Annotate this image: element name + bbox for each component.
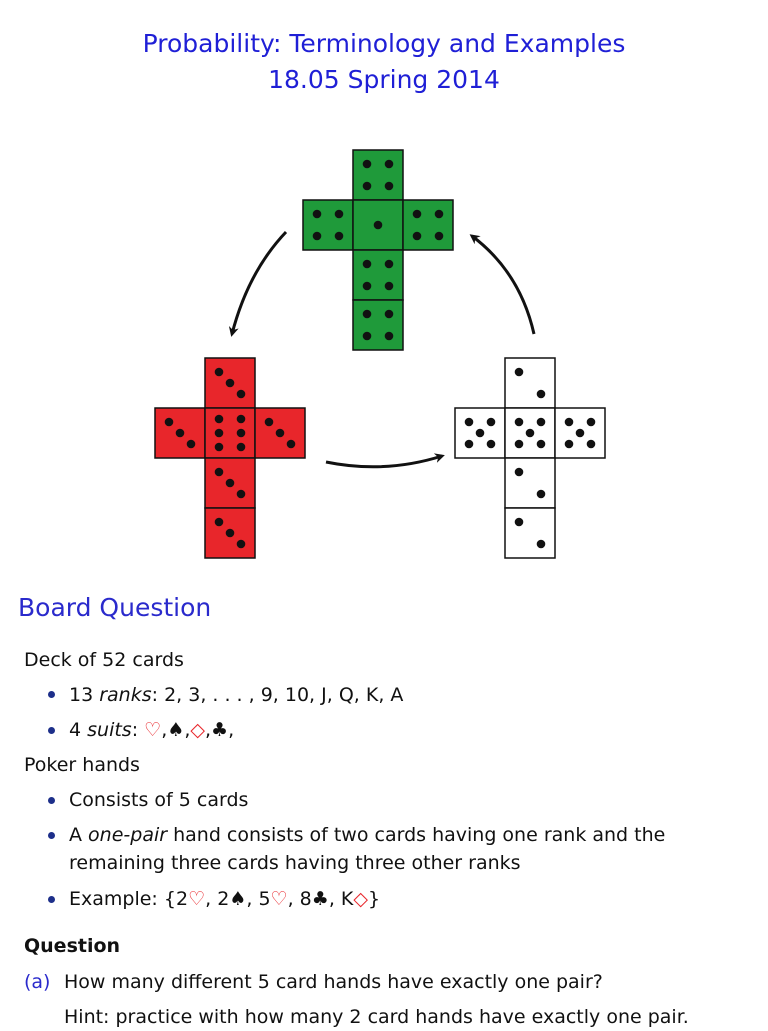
die-pip	[335, 210, 344, 219]
die-pip	[237, 490, 246, 499]
die-pip	[226, 529, 235, 538]
title-line-2: 18.05 Spring 2014	[268, 65, 500, 94]
die-face	[205, 408, 255, 458]
die-pip	[465, 440, 474, 449]
die-pip	[565, 418, 574, 427]
die-pip	[363, 332, 372, 341]
die-pip	[515, 368, 524, 377]
die-pip	[385, 182, 394, 191]
die-pip	[313, 232, 322, 241]
die-pip	[565, 440, 574, 449]
bullet	[48, 896, 55, 903]
die-pip	[215, 443, 224, 452]
ranks-line: 13 ranks: 2, 3, . . . , 9, 10, J, Q, K, A	[69, 684, 404, 706]
die-pip	[515, 418, 524, 427]
die-pip	[335, 232, 344, 241]
die-pip	[215, 429, 224, 438]
die-pip	[385, 260, 394, 269]
die-pip	[487, 418, 496, 427]
die-pip	[215, 415, 224, 424]
die-pip	[487, 440, 496, 449]
die-pip	[165, 418, 174, 427]
die-pip	[363, 282, 372, 291]
red-die-net	[155, 358, 305, 558]
die-pip	[515, 440, 524, 449]
diamond-icon: ◇	[353, 888, 368, 910]
die-pip	[215, 368, 224, 377]
die-pip	[313, 210, 322, 219]
die-pip	[237, 540, 246, 549]
die-pip	[187, 440, 196, 449]
onepair-line-1: A one-pair hand consists of two cards having one rank and the	[69, 824, 666, 846]
heart-icon: ♡	[188, 888, 206, 910]
die-pip	[237, 390, 246, 399]
die-pip	[226, 479, 235, 488]
die-face	[353, 250, 403, 300]
die-pip	[537, 490, 546, 499]
die-pip	[226, 379, 235, 388]
die-pip	[435, 210, 444, 219]
question-label: Question	[24, 935, 121, 957]
arrow-green-to-red	[232, 232, 286, 334]
die-pip	[465, 418, 474, 427]
suits-line: 4 suits: ♡,♠,◇,♣,	[69, 719, 235, 741]
section-title: Board Question	[18, 593, 212, 622]
die-pip	[385, 160, 394, 169]
die-pip	[237, 443, 246, 452]
die-face	[403, 200, 453, 250]
die-pip	[413, 210, 422, 219]
die-face	[505, 358, 555, 408]
spade-icon: ♠	[229, 888, 247, 910]
die-pip	[363, 160, 372, 169]
die-pip	[237, 429, 246, 438]
bullet	[48, 727, 55, 734]
title-line-1: Probability: Terminology and Examples	[142, 29, 626, 58]
heart-icon: ♡	[144, 719, 162, 741]
poker-intro: Poker hands	[24, 754, 140, 776]
die-pip	[537, 540, 546, 549]
heart-icon: ♡	[270, 888, 288, 910]
bullet	[48, 797, 55, 804]
die-pip	[476, 429, 485, 438]
die-pip	[374, 221, 383, 230]
deck-intro: Deck of 52 cards	[24, 649, 184, 671]
die-pip	[385, 282, 394, 291]
die-pip	[363, 182, 372, 191]
arrow-red-to-white	[326, 456, 442, 467]
question-a-text: How many different 5 card hands have exactly one pair?	[64, 971, 603, 993]
die-pip	[435, 232, 444, 241]
die-pip	[515, 518, 524, 527]
die-face	[505, 508, 555, 558]
die-face	[353, 300, 403, 350]
onepair-line-2: remaining three cards having three other ranks	[69, 852, 521, 874]
die-face	[353, 150, 403, 200]
die-pip	[265, 418, 274, 427]
arrow-white-to-green	[472, 236, 534, 334]
die-pip	[287, 440, 296, 449]
example-line: Example: {2♡, 2♠, 5♡, 8♣, K◇}	[69, 888, 381, 910]
die-pip	[537, 440, 546, 449]
die-pip	[413, 232, 422, 241]
die-pip	[587, 418, 596, 427]
diamond-icon: ◇	[190, 719, 205, 741]
die-pip	[537, 390, 546, 399]
die-pip	[215, 518, 224, 527]
club-icon: ♣	[211, 719, 229, 741]
die-pip	[176, 429, 185, 438]
die-pip	[537, 418, 546, 427]
bullet	[48, 832, 55, 839]
die-pip	[363, 260, 372, 269]
die-pip	[576, 429, 585, 438]
die-pip	[587, 440, 596, 449]
hint-text: Hint: practice with how many 2 card hands have exactly one pair.	[64, 1006, 689, 1028]
die-face	[505, 458, 555, 508]
die-pip	[526, 429, 535, 438]
die-pip	[515, 468, 524, 477]
die-pip	[385, 332, 394, 341]
consists-line: Consists of 5 cards	[69, 789, 249, 811]
green-die-net	[303, 150, 453, 350]
die-face	[303, 200, 353, 250]
die-pip	[276, 429, 285, 438]
question-a-label: (a)	[24, 971, 51, 993]
white-die-net	[455, 358, 605, 558]
die-pip	[237, 415, 246, 424]
die-pip	[385, 310, 394, 319]
club-icon: ♣	[311, 888, 329, 910]
die-pip	[363, 310, 372, 319]
die-pip	[215, 468, 224, 477]
bullet	[48, 691, 55, 698]
spade-icon: ♠	[167, 719, 185, 741]
